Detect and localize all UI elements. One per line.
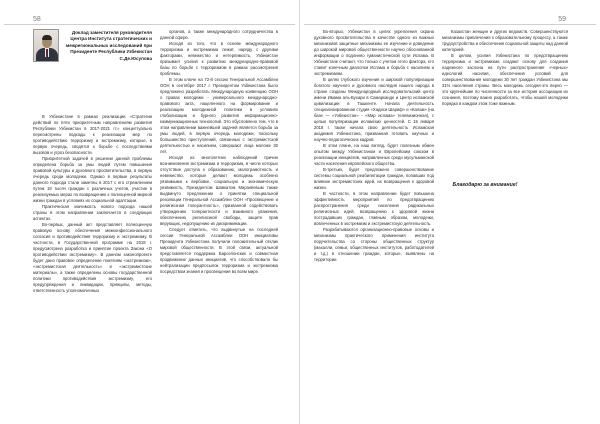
paragraph: В Узбекистане в рамках реализации «Стратегии действий по пяти приоритетным направлениям развития Республики Узбекистан в 2017-2021 гг.» концептуально пересмотрены подходы к реализации мер по противодействию терроризму и экстремизму, которые, в первую очередь, сводятся к борьбе с последствиями вызовов и угроз безопасности. bbox=[33, 114, 152, 155]
paragraph: Во-первых, данный акт представляет полноценную правовую основу обеспечения межконфессионального согласия и противодействия терроризму и экстремизму. В частности, в Государственной программе на 2018 г. предусмотрена разработка и принятие проекта Закона «О противодействии экстремизму». В данном законопроекте будет дано правовое определение понятиям «экстремизм», «экстремистская деятельность» и «экстремистские материалы», а также определены основы государственной политики противодействия экстремизму, его предупреждения и ликвидации, принципы, методы, ответственность уполномоченных bbox=[33, 222, 152, 293]
left-column-2 bbox=[160, 29, 278, 414]
speaker-photo bbox=[33, 29, 59, 62]
page-number-left: 58 bbox=[33, 16, 41, 23]
paragraph: Исходя из многолетних наблюдений причин возникновения экстремизма и терроризма, в числе которых отсутствие доступа к образованию, малограмотность и невежество, которые делают молодежь особенно уязвимыми к вербовке, социальную и экономическую уязвимость, Президентом Шавкатом Мирзиёевым также выдвинуто предложение о принятии специальной резолюции Генеральной Ассамблеи ООН «Просвещение и религиозная толерантность», призванной содействовать утверждению толерантности и взаимного уважения, обеспечению религиозной свободы, защите прав верующих, недопущению их дискриминации. bbox=[160, 155, 278, 226]
paragraph: В целом, усилия Узбекистана по предотвращению терроризма и экстремизма создают основу для создания надежного заслона на пути распространения «черных» идеологий насилия, обеспечения условий для совершенствования молодежи 30 лет граждан Узбекистана мы 31% населения страны. Весь молодежь сегодня-это верно — это крупнейшие по численности за все история ассоциации их сознания, поэтому важно разработать, чтобы нашей молодежи порядка в каждом этом тоже важным. bbox=[442, 53, 568, 106]
paragraph: В этом плане, на наш взгляд, будет полезным обмен опытом между Узбекистаном и Европейским союзом в реализации инициатив, направленных среди мусульманской части населения европейского общества. bbox=[314, 143, 434, 166]
paragraph: В-третьих, будет предложено совершенствование системы социальной реабилитации граждан, попавших под влияние экстремистских идей, их возвращения к здоровой жизни. bbox=[314, 167, 434, 190]
closing-thanks: Благодарю за внимание! bbox=[452, 182, 518, 188]
paragraph: Во-вторых, Узбекистан в целях укрепления охрана духовного просветительства в качестве одного из важных механизмов защитные механизмы ее изучение и доведение до широкой мировой общественности научно обоснованной информации о подлинно гуманистической сути Ислама. В Узбекистане считают, что только с учетом этого фактора, кто ставит конечным диалогом Ислама и борьба с насилием и экстремизмом. bbox=[314, 29, 434, 76]
header-rule-right bbox=[304, 24, 596, 25]
paragraph: Следует отметить, что выдвинутые на последней сессии Генеральной Ассамблеи ООН инициативы Президента Узбекистана получили положительный отклик мировой общественности. В этой связи, актуальной представляется поддержка Барселонских и совместная продвижение данных инициатив, что способствовало бы нейтрализации предпосылок терроризма и экстремизма посредством знания и просвещения во всем мире. bbox=[160, 227, 278, 274]
paragraph: Разрабатываются организационно-правовые основы и механизмы практического применения института поручительства со стороны общественных структур (махалли, семьи, общественных институтов, работодателей и т.д.) в отношении граждан, которые, выявлены на территории bbox=[314, 227, 434, 262]
speaker-caption: Доклад заместителя руководителя Центра Института стратегических и межрегиональных исследований при Президенте Республики Узбекистан С.Де.Юсупова bbox=[65, 30, 152, 61]
paragraph: Казахстан женщин и других ведомств. Совершенствуются механизмы привлечения к образовательному процессу, а также трудоустройства и обеспечения социальной защиты над данной категорией. bbox=[442, 29, 568, 52]
paragraph: Практическая значимость нового подхода нашей страны в этом направлении заключается в следующих аспектах. bbox=[33, 204, 152, 221]
paragraph: Исходя из того, что в основе международного терроризма и экстремизма лежит, наряду с другими факторами, невежество и нетерпимость, Узбекистан призывает усилия к развитию международно-правовой базы по борьбе с терроризмом в рамках рассмотрения проблемы. bbox=[160, 41, 278, 76]
page-number-right: 59 bbox=[558, 16, 566, 23]
paragraph: Приоритетной задачей в решении данной проблемы определена борьба за умы людей путем повышения правовой культуры и духовного просветительства, в первую очередь среди молодежи. Однако в первые результаты данного подхода стали заметны в 2017 с его стремлением путем 18 тысяч граждан с различных учетов, участие в реализуемых мерах по возвращению к полноценной мирной жизни граждан в условиях их социальной адаптации. bbox=[33, 156, 152, 203]
paragraph: В частности, в этом направлении будет повышена эффективность мероприятий по предотвращению распространения среди населения радикальных религиозных идей, возвращению к здоровой жизни пострадавших граждан, главным образом, молодежи, вовлеченных в экстремизм и экстремистскую деятельность. bbox=[314, 191, 434, 226]
right-page bbox=[300, 0, 600, 424]
paragraph: В целях глубокого изучения и широкой популяризации богатого научного и духовного наследия нашего народа в стране созданы Международный исследовательский центр имени Имама аль-Бухари в Самарканде и Центр исламской цивилизации в Ташкенте. Начала деятельность специализированная студия «Хадиси Шариф» и «Калам» (на базе — «Узбекистан» - «Мир ислама» телевизионная), с целью популяризации исламских ценностей. С 15 января 2018 г. также начала свою деятельность Исламская академия Узбекистана, призванная готовить научных и научно-педагогических кадров. bbox=[314, 77, 434, 142]
right-column-1 bbox=[314, 29, 434, 414]
header-rule-left bbox=[4, 24, 295, 25]
paragraph: В этом ключе на 72-й сессии Генеральной Ассамблеи ООН в сентябре 2017 г. Президентом Узбекистана было предложено разработать Международную конвенцию ООН о правах молодежи - универсального международно-правового акта, нацеленного на формирование и реализацию молодежной политики в условиях глобализации и бурного развития информационно-коммуникационных технологий. Это обусловлено тем, что в этом направлении важнейшей задачей является борьба за умы людей, в первую очередь молодежи, поскольку большинство преступлений, связанных с экстремистской деятельностью и насилием, совершают лица моложе 30 лет. bbox=[160, 77, 278, 154]
left-column-1 bbox=[33, 114, 152, 414]
paragraph: органов, а также международного сотрудничества в данной сфере. bbox=[160, 29, 278, 40]
right-column-2 bbox=[442, 29, 568, 171]
